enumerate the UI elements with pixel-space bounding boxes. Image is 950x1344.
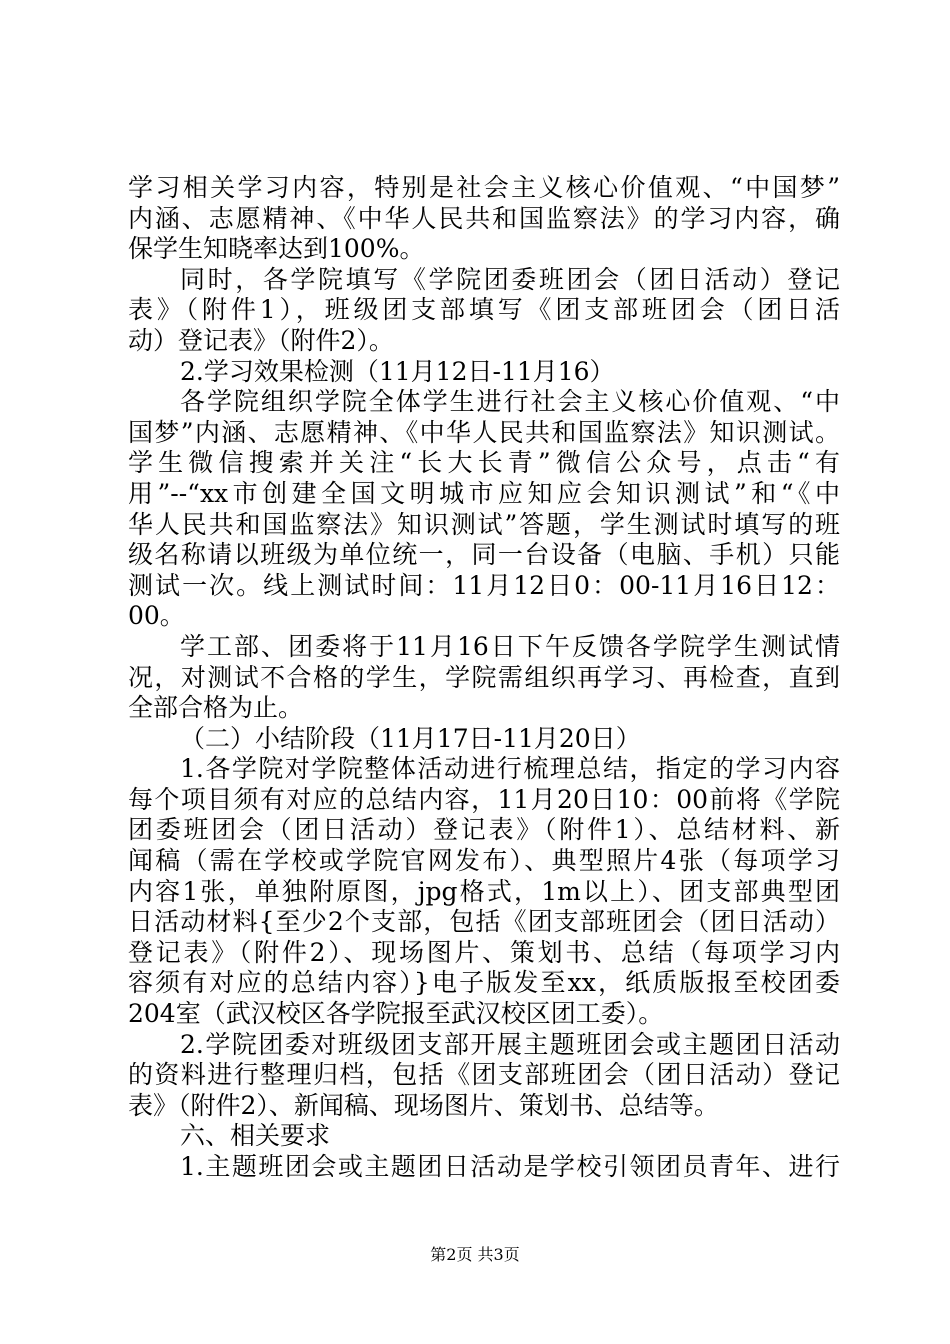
text-line: 团委班团会（团日活动）登记表》（附件1）、总结材料、新	[128, 815, 840, 845]
text-line: 1.主题班团会或主题团日活动是学校引领团员青年、进行	[180, 1152, 840, 1181]
paragraph-requirement-1	[128, 1152, 840, 1183]
text-line: 学工部、团委将于11月16日下午反馈各学院学生测试情	[180, 631, 840, 661]
text-line: 容须有对应的总结内容）}电子版发至xx，纸质版报至校团委	[128, 968, 840, 998]
text-line: 1.各学院对学院整体活动进行梳理总结，指定的学习内容	[180, 754, 840, 784]
text-line: 测试一次。线上测试时间：11月12日0：00-11月16日12：	[128, 570, 840, 600]
paragraph-learning-content	[128, 173, 840, 265]
paragraph-summary-materials	[128, 754, 840, 1029]
text-line: 保学生知晓率达到100%。	[128, 234, 425, 264]
text-line: 学习相关学习内容，特别是社会主义核心价值观、“中国梦”	[128, 173, 840, 202]
text-line: 表》（附件1），班级团支部填写《团支部班团会（团日活	[128, 295, 840, 325]
paragraph-test-feedback	[128, 632, 840, 724]
text-line: 级名称请以班级为单位统一，同一台设备（电脑、手机）只能	[128, 540, 840, 570]
section-heading-requirements	[128, 1121, 840, 1152]
paragraph-archiving	[128, 1030, 840, 1122]
text-line: 表》（附件2）、新闻稿、现场图片、策划书、总结等。	[128, 1090, 719, 1120]
text-line: 日活动材料{至少2个支部，包括《团支部班团会（团日活动）	[128, 907, 840, 937]
text-line: 国梦”内涵、志愿精神、《中华人民共和国监察法》知识测试。	[128, 417, 840, 447]
heading-line: 六、相关要求	[180, 1121, 331, 1151]
text-line: 内涵、志愿精神、《中华人民共和国监察法》的学习内容，确	[128, 203, 840, 233]
text-line: 内容1张，单独附原图，jpg格式，1m以上）、团支部典型团	[128, 876, 840, 906]
text-line: 用”--“xx市创建全国文明城市应知应会知识测试”和“《中	[128, 478, 840, 508]
page-footer: 第2页 共3页	[430, 1245, 520, 1264]
text-line: 学生微信搜索并关注“长大长青”微信公众号，点击“有	[128, 448, 840, 478]
heading-line: （二）小结阶段（11月17日-11月20日）	[180, 723, 641, 753]
text-line: 同时，各学院填写《学院团委班团会（团日活动）登记	[180, 264, 840, 294]
text-line: 全部合格为止。	[128, 693, 304, 723]
document-body	[128, 173, 840, 1183]
paragraph-knowledge-test	[128, 387, 840, 632]
text-line: 每个项目须有对应的总结内容，11月20日10：00前将《学院	[128, 784, 840, 814]
text-line: 动）登记表》（附件2）。	[128, 325, 394, 355]
text-line: 2.学院团委对班级团支部开展主题班团会或主题团日活动	[180, 1029, 840, 1059]
text-line: 登记表》（附件2）、现场图片、策划书、总结（每项学习内	[128, 937, 840, 967]
text-line: 华人民共和国监察法》知识测试”答题，学生测试时填写的班	[128, 509, 840, 539]
paragraph-registration-forms	[128, 265, 840, 357]
text-line: 00。	[128, 601, 185, 631]
heading-line: 2.学习效果检测（11月12日-11月16）	[180, 356, 615, 386]
section-heading-learning-test	[128, 357, 840, 388]
text-line: 各学院组织学院全体学生进行社会主义核心价值观、“中	[180, 387, 840, 417]
text-line: 况，对测试不合格的学生，学院需组织再学习、再检查，直到	[128, 662, 840, 692]
text-line: 的资料进行整理归档，包括《团支部班团会（团日活动）登记	[128, 1060, 840, 1090]
text-line: 闻稿（需在学校或学院官网发布）、典型照片4张（每项学习	[128, 846, 840, 876]
text-line: 204室（武汉校区各学院报至武汉校区团工委）。	[128, 999, 664, 1029]
section-heading-summary-stage	[128, 724, 840, 755]
